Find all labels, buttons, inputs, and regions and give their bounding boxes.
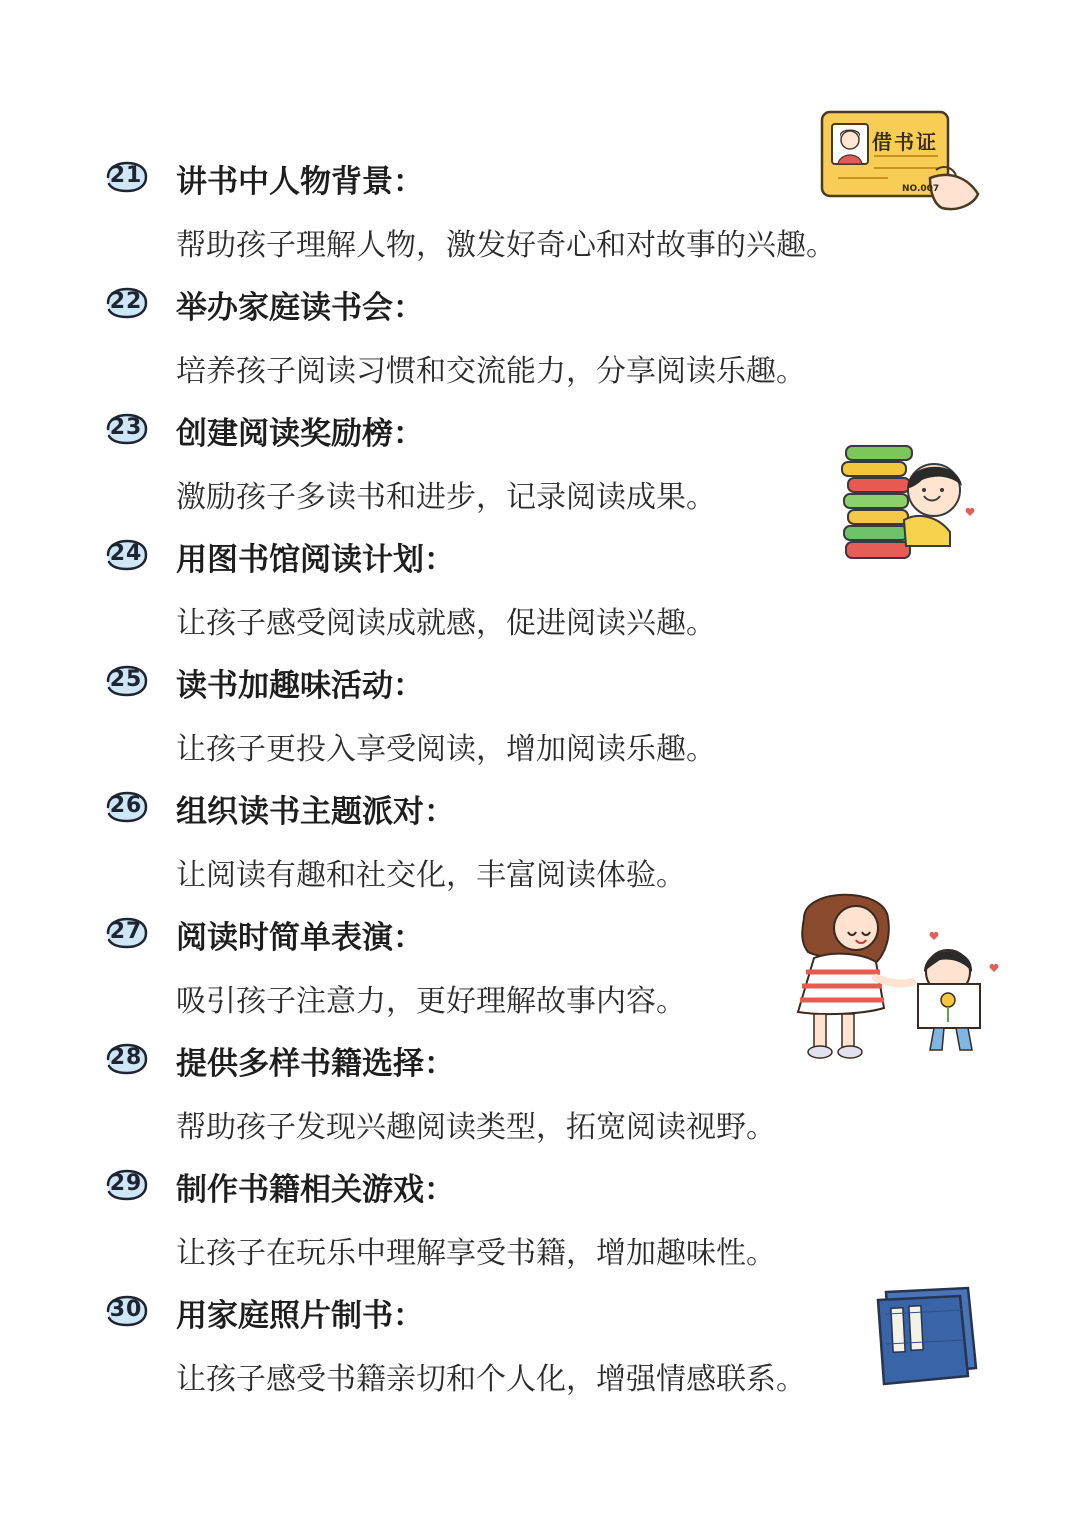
tip-description: 激励孩子多读书和进步，记录阅读成果。 bbox=[176, 480, 716, 515]
number-badge bbox=[104, 664, 150, 698]
number-text: 30 bbox=[109, 1297, 143, 1322]
tip-item bbox=[0, 664, 1080, 790]
tip-title: 创建阅读奖励榜： bbox=[176, 416, 424, 452]
tip-description: 帮助孩子理解人物，激发好奇心和对故事的兴趣。 bbox=[176, 228, 836, 263]
tip-title: 提供多样书籍选择： bbox=[176, 1046, 455, 1082]
library-card-illustration bbox=[818, 108, 982, 220]
number-badge bbox=[104, 538, 150, 572]
number-text: 22 bbox=[109, 289, 143, 314]
tip-description: 让孩子在玩乐中理解享受书籍，增加趣味性。 bbox=[176, 1236, 776, 1271]
number-badge bbox=[104, 1294, 150, 1328]
number-badge bbox=[104, 1042, 150, 1076]
tip-description: 吸引孩子注意力，更好理解故事内容。 bbox=[176, 984, 686, 1019]
number-badge bbox=[104, 412, 150, 446]
blue-books-illustration bbox=[872, 1284, 982, 1394]
tip-title: 读书加趣味活动： bbox=[176, 668, 424, 704]
tip-description: 让孩子更投入享受阅读，增加阅读乐趣。 bbox=[176, 732, 716, 767]
tip-description: 让孩子感受书籍亲切和个人化，增强情感联系。 bbox=[176, 1362, 806, 1397]
book-stack-illustration bbox=[838, 440, 978, 566]
number-text: 23 bbox=[109, 415, 143, 440]
number-text: 29 bbox=[109, 1171, 143, 1196]
number-text: 24 bbox=[109, 541, 143, 566]
tip-description: 让阅读有趣和社交化，丰富阅读体验。 bbox=[176, 858, 686, 893]
number-badge bbox=[104, 286, 150, 320]
number-badge bbox=[104, 790, 150, 824]
tip-title: 用家庭照片制书： bbox=[176, 1298, 424, 1334]
tip-title: 阅读时简单表演： bbox=[176, 920, 424, 956]
number-badge bbox=[104, 1168, 150, 1202]
number-text: 28 bbox=[109, 1045, 143, 1070]
number-text: 21 bbox=[109, 163, 143, 188]
number-badge bbox=[104, 160, 150, 194]
number-text: 27 bbox=[109, 919, 143, 944]
tip-title: 制作书籍相关游戏： bbox=[176, 1172, 455, 1208]
tip-title: 用图书馆阅读计划： bbox=[176, 542, 455, 578]
tip-item bbox=[0, 286, 1080, 412]
tip-title: 举办家庭读书会： bbox=[176, 290, 424, 326]
card-title-text: 借书证 bbox=[872, 130, 938, 154]
number-badge bbox=[104, 916, 150, 950]
tip-item bbox=[0, 1168, 1080, 1294]
tip-title: 讲书中人物背景： bbox=[176, 164, 424, 200]
tip-description: 培养孩子阅读习惯和交流能力，分享阅读乐趣。 bbox=[176, 354, 806, 389]
number-text: 25 bbox=[109, 667, 143, 692]
mother-child-illustration bbox=[784, 888, 1014, 1064]
number-text: 26 bbox=[109, 793, 143, 818]
tip-description: 帮助孩子发现兴趣阅读类型，拓宽阅读视野。 bbox=[176, 1110, 776, 1145]
tip-description: 让孩子感受阅读成就感，促进阅读兴趣。 bbox=[176, 606, 716, 641]
card-number-text: NO.007 bbox=[902, 184, 940, 194]
tip-title: 组织读书主题派对： bbox=[176, 794, 455, 830]
